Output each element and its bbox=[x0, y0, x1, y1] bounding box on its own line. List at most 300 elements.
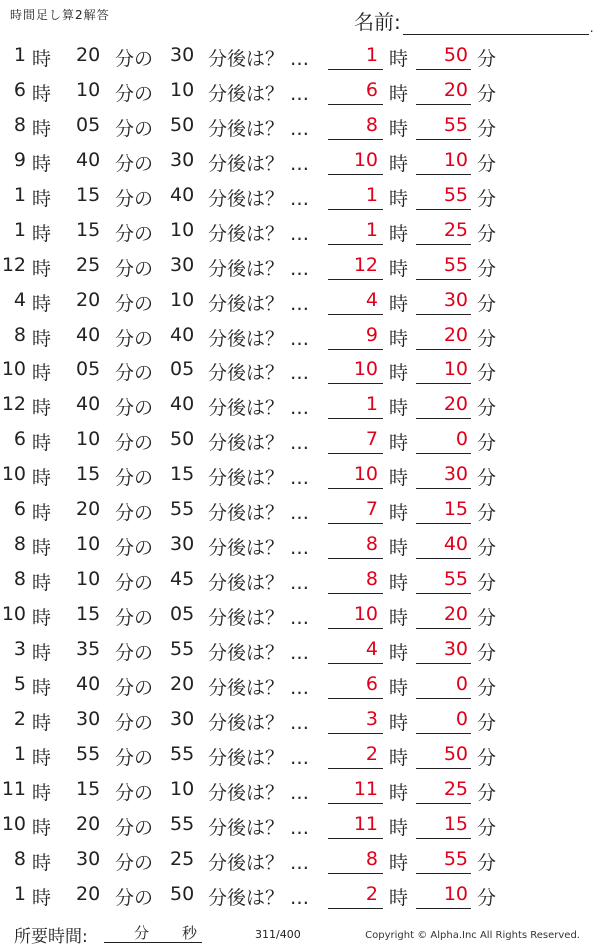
added-minutes: 10 bbox=[170, 288, 195, 311]
answer-minute: 50 bbox=[443, 742, 468, 765]
answer-minute: 0 bbox=[455, 672, 468, 695]
answer-hour: 7 bbox=[365, 498, 378, 521]
minutes-later-label: 分後は？ … bbox=[208, 886, 310, 909]
minute-of-label: 分の bbox=[115, 327, 154, 350]
added-minutes: 20 bbox=[170, 672, 195, 695]
start-minute: 30 bbox=[76, 847, 101, 870]
answer-hour: 10 bbox=[353, 463, 378, 486]
answer-minute-label: 分 bbox=[477, 222, 497, 245]
answer-hour-label: 時 bbox=[389, 362, 409, 385]
answer-hour: 10 bbox=[353, 603, 378, 625]
answer-hour: 4 bbox=[365, 288, 378, 311]
answer-hour-label: 時 bbox=[389, 48, 409, 70]
hour-label: 時 bbox=[32, 222, 52, 245]
answer-minute-label: 分 bbox=[477, 641, 497, 664]
minutes-later-label: 分後は？ … bbox=[208, 676, 310, 699]
answer-minute: 0 bbox=[455, 707, 468, 730]
answer-minute-underline bbox=[416, 314, 471, 315]
answer-minute-underline bbox=[416, 593, 471, 594]
page-number: 311/400 bbox=[255, 928, 301, 941]
answer-hour-underline bbox=[328, 174, 383, 175]
minute-of-label: 分の bbox=[115, 117, 154, 140]
minutes-later-label: 分後は？ … bbox=[208, 607, 310, 629]
hour-label: 時 bbox=[32, 292, 52, 315]
answer-hour-label: 時 bbox=[389, 397, 409, 420]
answer-hour: 1 bbox=[365, 183, 378, 206]
answer-minute-label: 分 bbox=[477, 502, 497, 525]
answer-minute-label: 分 bbox=[477, 327, 497, 350]
answer-hour: 8 bbox=[365, 568, 378, 591]
answer-hour: 12 bbox=[353, 253, 378, 276]
answer-hour-underline bbox=[328, 663, 383, 664]
answer-hour: 1 bbox=[365, 44, 378, 66]
minute-of-label: 分の bbox=[115, 886, 154, 909]
answer-minute: 25 bbox=[443, 777, 468, 800]
answer-hour: 3 bbox=[365, 707, 378, 730]
answer-hour: 11 bbox=[353, 777, 378, 800]
problem-row bbox=[0, 457, 600, 492]
start-hour: 8 bbox=[13, 113, 26, 136]
answer-minute: 10 bbox=[443, 148, 468, 171]
minutes-later-label: 分後は？ … bbox=[208, 362, 310, 385]
answer-minute-underline bbox=[416, 104, 471, 105]
minute-of-label: 分の bbox=[115, 48, 154, 70]
answer-hour-underline bbox=[328, 69, 383, 70]
minutes-later-label: 分後は？ … bbox=[208, 397, 310, 420]
answer-minute-underline bbox=[416, 244, 471, 245]
answer-minute: 50 bbox=[443, 44, 468, 66]
hour-label: 時 bbox=[32, 397, 52, 420]
minutes-later-label: 分後は？ … bbox=[208, 292, 310, 315]
start-hour: 1 bbox=[13, 183, 26, 206]
answer-hour-underline bbox=[328, 453, 383, 454]
answer-hour-label: 時 bbox=[389, 641, 409, 664]
answer-hour-label: 時 bbox=[389, 117, 409, 140]
added-minutes: 50 bbox=[170, 428, 195, 451]
answer-minute-underline bbox=[416, 69, 471, 70]
answer-minute: 0 bbox=[455, 428, 468, 451]
hour-label: 時 bbox=[32, 502, 52, 525]
problem-row bbox=[0, 842, 600, 877]
answer-hour-label: 時 bbox=[389, 746, 409, 769]
start-minute: 20 bbox=[76, 812, 101, 835]
answer-hour-label: 時 bbox=[389, 711, 409, 734]
start-hour: 11 bbox=[1, 777, 26, 800]
answer-minute-label: 分 bbox=[477, 48, 497, 70]
answer-minute-underline bbox=[416, 908, 471, 909]
answer-minute-underline bbox=[416, 663, 471, 664]
answer-minute-label: 分 bbox=[477, 397, 497, 420]
start-minute: 15 bbox=[76, 777, 101, 800]
answer-hour-label: 時 bbox=[389, 886, 409, 909]
name-field[interactable] bbox=[354, 6, 594, 35]
start-minute: 40 bbox=[76, 393, 101, 416]
answer-minute-underline bbox=[416, 733, 471, 734]
answer-hour-label: 時 bbox=[389, 432, 409, 455]
answer-hour-label: 時 bbox=[389, 676, 409, 699]
answer-minute-underline bbox=[416, 873, 471, 874]
start-hour: 1 bbox=[13, 44, 26, 66]
start-minute: 10 bbox=[76, 533, 101, 556]
answer-minute-label: 分 bbox=[477, 851, 497, 874]
problem-row bbox=[0, 737, 600, 772]
answer-hour-label: 時 bbox=[389, 781, 409, 804]
minutes-later-label: 分後は？ … bbox=[208, 48, 310, 70]
answer-minute-label: 分 bbox=[477, 676, 497, 699]
minutes-later-label: 分後は？ … bbox=[208, 152, 310, 175]
answer-hour: 1 bbox=[365, 218, 378, 241]
start-hour: 9 bbox=[13, 148, 26, 171]
answer-minute: 55 bbox=[443, 113, 468, 136]
minutes-later-label: 分後は？ … bbox=[208, 327, 310, 350]
answer-hour-underline bbox=[328, 209, 383, 210]
hour-label: 時 bbox=[32, 572, 52, 595]
hour-label: 時 bbox=[32, 362, 52, 385]
minute-of-label: 分の bbox=[115, 746, 154, 769]
answer-minute: 55 bbox=[443, 183, 468, 206]
answer-minute-label: 分 bbox=[477, 292, 497, 315]
minute-of-label: 分の bbox=[115, 572, 154, 595]
start-hour: 10 bbox=[1, 358, 26, 381]
answer-hour-underline bbox=[328, 488, 383, 489]
hour-label: 時 bbox=[32, 746, 52, 769]
answer-minute-underline bbox=[416, 139, 471, 140]
start-minute: 20 bbox=[76, 882, 101, 905]
minute-of-label: 分の bbox=[115, 851, 154, 874]
added-minutes: 30 bbox=[170, 707, 195, 730]
added-minutes: 55 bbox=[170, 498, 195, 521]
minute-of-label: 分の bbox=[115, 152, 154, 175]
hour-label: 時 bbox=[32, 152, 52, 175]
answer-minute-underline bbox=[416, 453, 471, 454]
start-hour: 5 bbox=[13, 672, 26, 695]
answer-minute-underline bbox=[416, 279, 471, 280]
added-minutes: 40 bbox=[170, 183, 195, 206]
answer-hour: 8 bbox=[365, 533, 378, 556]
answer-minute-underline bbox=[416, 349, 471, 350]
minute-of-label: 分の bbox=[115, 467, 154, 490]
start-hour: 8 bbox=[13, 323, 26, 346]
problem-row bbox=[0, 352, 600, 387]
answer-hour-label: 時 bbox=[389, 152, 409, 175]
answer-minute: 10 bbox=[443, 882, 468, 905]
name-blank[interactable] bbox=[403, 12, 589, 35]
name-dot: . bbox=[589, 21, 594, 35]
answer-hour: 10 bbox=[353, 358, 378, 381]
problem-row bbox=[0, 597, 600, 632]
answer-hour-underline bbox=[328, 244, 383, 245]
problem-row bbox=[0, 807, 600, 842]
minute-of-label: 分の bbox=[115, 222, 154, 245]
time-taken-label: 所要時間: bbox=[14, 927, 88, 947]
minute-of-label: 分の bbox=[115, 816, 154, 839]
minute-of-label: 分の bbox=[115, 502, 154, 525]
minutes-later-label: 分後は？ … bbox=[208, 467, 310, 490]
start-hour: 10 bbox=[1, 603, 26, 625]
start-minute: 05 bbox=[76, 358, 101, 381]
start-minute: 40 bbox=[76, 323, 101, 346]
start-minute: 15 bbox=[76, 463, 101, 486]
problem-row bbox=[0, 178, 600, 213]
minutes-later-label: 分後は？ … bbox=[208, 711, 310, 734]
name-label: 名前: bbox=[354, 10, 401, 34]
problem-row bbox=[0, 213, 600, 248]
minutes-later-label: 分後は？ … bbox=[208, 502, 310, 525]
hour-label: 時 bbox=[32, 711, 52, 734]
start-hour: 8 bbox=[13, 533, 26, 556]
start-minute: 20 bbox=[76, 44, 101, 66]
answer-hour: 10 bbox=[353, 148, 378, 171]
start-hour: 6 bbox=[13, 498, 26, 521]
answer-minute-label: 分 bbox=[477, 117, 497, 140]
answer-minute: 20 bbox=[443, 78, 468, 101]
answer-minute-label: 分 bbox=[477, 82, 497, 105]
problem-row bbox=[0, 492, 600, 527]
hour-label: 時 bbox=[32, 607, 52, 629]
minute-of-label: 分の bbox=[115, 711, 154, 734]
answer-minute-label: 分 bbox=[477, 816, 497, 839]
answer-hour-label: 時 bbox=[389, 327, 409, 350]
problem-row bbox=[0, 108, 600, 143]
answer-hour-underline bbox=[328, 558, 383, 559]
answer-minute-underline bbox=[416, 838, 471, 839]
minute-of-label: 分の bbox=[115, 397, 154, 420]
hour-label: 時 bbox=[32, 851, 52, 874]
start-hour: 1 bbox=[13, 742, 26, 765]
minute-of-label: 分の bbox=[115, 187, 154, 210]
footer bbox=[0, 922, 600, 949]
minute-of-label: 分の bbox=[115, 257, 154, 280]
answer-minute-label: 分 bbox=[477, 886, 497, 909]
start-minute: 20 bbox=[76, 288, 101, 311]
start-hour: 3 bbox=[13, 637, 26, 660]
answer-hour-underline bbox=[328, 908, 383, 909]
start-minute: 15 bbox=[76, 218, 101, 241]
answer-minute: 20 bbox=[443, 323, 468, 346]
answer-minute: 20 bbox=[443, 603, 468, 625]
hour-label: 時 bbox=[32, 886, 52, 909]
time-taken-second-label: 秒 bbox=[182, 924, 198, 942]
start-hour: 10 bbox=[1, 812, 26, 835]
answer-hour-label: 時 bbox=[389, 222, 409, 245]
answer-minute: 55 bbox=[443, 847, 468, 870]
start-minute: 30 bbox=[76, 707, 101, 730]
added-minutes: 25 bbox=[170, 847, 195, 870]
answer-minute-underline bbox=[416, 558, 471, 559]
start-hour: 12 bbox=[1, 253, 26, 276]
answer-minute: 55 bbox=[443, 568, 468, 591]
problem-row bbox=[0, 702, 600, 737]
start-minute: 10 bbox=[76, 78, 101, 101]
answer-hour-label: 時 bbox=[389, 502, 409, 525]
answer-minute-label: 分 bbox=[477, 432, 497, 455]
added-minutes: 40 bbox=[170, 323, 195, 346]
hour-label: 時 bbox=[32, 781, 52, 804]
answer-hour-underline bbox=[328, 104, 383, 105]
added-minutes: 10 bbox=[170, 218, 195, 241]
start-minute: 35 bbox=[76, 637, 101, 660]
problem-row bbox=[0, 877, 600, 912]
hour-label: 時 bbox=[32, 327, 52, 350]
answer-minute-label: 分 bbox=[477, 187, 497, 210]
minutes-later-label: 分後は？ … bbox=[208, 432, 310, 455]
minute-of-label: 分の bbox=[115, 607, 154, 629]
minutes-later-label: 分後は？ … bbox=[208, 187, 310, 210]
added-minutes: 10 bbox=[170, 777, 195, 800]
answer-hour-underline bbox=[328, 768, 383, 769]
minutes-later-label: 分後は？ … bbox=[208, 82, 310, 105]
problem-row bbox=[0, 387, 600, 422]
problem-row bbox=[0, 143, 600, 178]
answer-hour-label: 時 bbox=[389, 82, 409, 105]
hour-label: 時 bbox=[32, 117, 52, 140]
minute-of-label: 分の bbox=[115, 537, 154, 560]
start-minute: 55 bbox=[76, 742, 101, 765]
minutes-later-label: 分後は？ … bbox=[208, 816, 310, 839]
answer-minute-underline bbox=[416, 418, 471, 419]
start-minute: 10 bbox=[76, 568, 101, 591]
start-minute: 10 bbox=[76, 428, 101, 451]
answer-hour-label: 時 bbox=[389, 292, 409, 315]
start-minute: 25 bbox=[76, 253, 101, 276]
answer-hour-underline bbox=[328, 139, 383, 140]
answer-minute-underline bbox=[416, 523, 471, 524]
answer-minute-label: 分 bbox=[477, 572, 497, 595]
hour-label: 時 bbox=[32, 257, 52, 280]
answer-hour-underline bbox=[328, 593, 383, 594]
answer-minute-underline bbox=[416, 174, 471, 175]
minutes-later-label: 分後は？ … bbox=[208, 222, 310, 245]
answer-hour-underline bbox=[328, 873, 383, 874]
answer-hour: 4 bbox=[365, 637, 378, 660]
added-minutes: 30 bbox=[170, 44, 195, 66]
answer-minute-label: 分 bbox=[477, 257, 497, 280]
answer-hour-label: 時 bbox=[389, 851, 409, 874]
added-minutes: 05 bbox=[170, 603, 195, 625]
answer-hour: 1 bbox=[365, 393, 378, 416]
answer-hour: 2 bbox=[365, 882, 378, 905]
worksheet-title: 時間足し算2解答 bbox=[10, 8, 110, 22]
answer-hour-label: 時 bbox=[389, 537, 409, 560]
problem-row bbox=[0, 38, 600, 73]
hour-label: 時 bbox=[32, 48, 52, 70]
answer-minute: 15 bbox=[443, 498, 468, 521]
problem-row bbox=[0, 73, 600, 108]
added-minutes: 55 bbox=[170, 637, 195, 660]
answer-minute-label: 分 bbox=[477, 607, 497, 629]
answer-hour-underline bbox=[328, 383, 383, 384]
answer-minute-underline bbox=[416, 628, 471, 629]
answer-hour: 8 bbox=[365, 113, 378, 136]
answer-minute-underline bbox=[416, 488, 471, 489]
answer-hour-label: 時 bbox=[389, 257, 409, 280]
answer-hour-label: 時 bbox=[389, 607, 409, 629]
answer-hour-underline bbox=[328, 314, 383, 315]
answer-hour-label: 時 bbox=[389, 467, 409, 490]
minutes-later-label: 分後は？ … bbox=[208, 572, 310, 595]
start-minute: 20 bbox=[76, 498, 101, 521]
time-taken-blank[interactable] bbox=[104, 922, 202, 943]
added-minutes: 30 bbox=[170, 253, 195, 276]
answer-minute-label: 分 bbox=[477, 537, 497, 560]
minutes-later-label: 分後は？ … bbox=[208, 851, 310, 874]
answer-minute-underline bbox=[416, 768, 471, 769]
minutes-later-label: 分後は？ … bbox=[208, 257, 310, 280]
answer-hour: 8 bbox=[365, 847, 378, 870]
answer-hour-label: 時 bbox=[389, 572, 409, 595]
answer-minute-underline bbox=[416, 698, 471, 699]
start-minute: 40 bbox=[76, 148, 101, 171]
problem-row bbox=[0, 422, 600, 457]
problem-row bbox=[0, 318, 600, 353]
added-minutes: 50 bbox=[170, 113, 195, 136]
answer-hour: 7 bbox=[365, 428, 378, 451]
start-hour: 8 bbox=[13, 568, 26, 591]
answer-hour-label: 時 bbox=[389, 816, 409, 839]
start-hour: 10 bbox=[1, 463, 26, 486]
problem-list bbox=[0, 38, 600, 911]
hour-label: 時 bbox=[32, 676, 52, 699]
answer-minute: 15 bbox=[443, 812, 468, 835]
answer-minute-underline bbox=[416, 209, 471, 210]
hour-label: 時 bbox=[32, 432, 52, 455]
answer-minute: 40 bbox=[443, 533, 468, 556]
hour-label: 時 bbox=[32, 816, 52, 839]
start-hour: 1 bbox=[13, 882, 26, 905]
added-minutes: 15 bbox=[170, 463, 195, 486]
start-hour: 6 bbox=[13, 78, 26, 101]
minute-of-label: 分の bbox=[115, 781, 154, 804]
answer-minute-label: 分 bbox=[477, 746, 497, 769]
added-minutes: 45 bbox=[170, 568, 195, 591]
answer-minute-label: 分 bbox=[477, 362, 497, 385]
minutes-later-label: 分後は？ … bbox=[208, 537, 310, 560]
answer-minute-label: 分 bbox=[477, 467, 497, 490]
answer-minute: 20 bbox=[443, 393, 468, 416]
added-minutes: 55 bbox=[170, 742, 195, 765]
answer-hour-underline bbox=[328, 698, 383, 699]
answer-minute: 30 bbox=[443, 288, 468, 311]
minutes-later-label: 分後は？ … bbox=[208, 117, 310, 140]
added-minutes: 10 bbox=[170, 78, 195, 101]
answer-hour: 9 bbox=[365, 323, 378, 346]
added-minutes: 40 bbox=[170, 393, 195, 416]
problem-row bbox=[0, 283, 600, 318]
minute-of-label: 分の bbox=[115, 292, 154, 315]
answer-hour: 6 bbox=[365, 672, 378, 695]
minute-of-label: 分の bbox=[115, 676, 154, 699]
problem-row bbox=[0, 527, 600, 562]
answer-minute-underline bbox=[416, 803, 471, 804]
hour-label: 時 bbox=[32, 537, 52, 560]
answer-hour: 2 bbox=[365, 742, 378, 765]
answer-hour-underline bbox=[328, 803, 383, 804]
added-minutes: 30 bbox=[170, 148, 195, 171]
answer-hour-underline bbox=[328, 733, 383, 734]
problem-row bbox=[0, 667, 600, 702]
start-hour: 1 bbox=[13, 218, 26, 241]
answer-minute: 55 bbox=[443, 253, 468, 276]
minute-of-label: 分の bbox=[115, 432, 154, 455]
answer-minute-label: 分 bbox=[477, 711, 497, 734]
minutes-later-label: 分後は？ … bbox=[208, 746, 310, 769]
answer-hour-underline bbox=[328, 349, 383, 350]
answer-minute: 30 bbox=[443, 463, 468, 486]
answer-minute-label: 分 bbox=[477, 781, 497, 804]
answer-minute: 30 bbox=[443, 637, 468, 660]
minute-of-label: 分の bbox=[115, 82, 154, 105]
hour-label: 時 bbox=[32, 82, 52, 105]
